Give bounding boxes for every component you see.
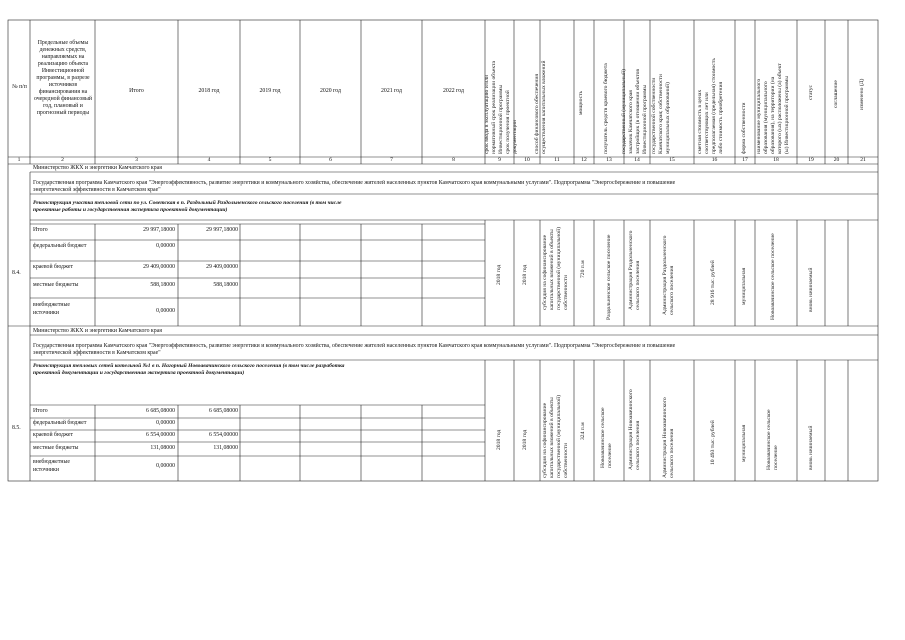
capacity-value: 324 п.м [580,422,586,440]
total-value: 0,00000 [156,308,175,314]
header-line: год, плановый и [43,103,83,109]
estimate-value: 28 916 тыс. рублей [710,260,716,305]
header-col-estimate [697,58,725,154]
program-title-cont: энергетической эффективности в Камчатском крае" [33,350,161,356]
header-line: наименование муниципального [756,78,762,154]
header-line: заказчик Камчатского края [628,90,634,154]
funding-method-value [542,395,570,478]
design-deadline-value: 2018 год [522,264,528,285]
col-num: 7 [390,157,393,163]
total-value: 131,08000 [150,445,175,451]
col-num: 6 [329,157,332,163]
header-line: Инвестиционной программы [498,84,504,154]
program-title: Государственная программа Камчатского края "Энергоэффективность, развитие энергетики и коммунального хозяйства, обеспечение жителей населенных пунктов Камчатского края коммунальными услугами". Подпрограмма "Энергосбережение и повышение [33,180,676,186]
header-col-funding [31,40,95,117]
header-line: прогнозный периоды [36,110,90,116]
program-title: Государственная программа Камчатского края "Энергоэффективность, развитие энергетики и коммунального хозяйства, обеспечение жителей населенных пунктов Камчатского края коммунальными услугами". Подпрограмма "Энергосбережение и повышение [33,343,676,349]
design-deadline-value: 2018 год [522,429,528,450]
col-num: 17 [742,157,748,163]
header-col-municipality [756,63,791,154]
header-col-2020: 2020 год [320,88,341,94]
header-line: нормативный срок реализации объекта [491,60,497,154]
cell-line: сельского поселения [669,428,675,478]
cell-line: собственности [563,275,569,310]
header-col-agreement: соглашение [833,80,839,108]
col-num: 1 [17,157,21,163]
customer-value [628,389,642,470]
col-num: 11 [554,157,560,163]
cell-line: Новоавачинское сельское [766,409,772,470]
source-label: внебюджетные [33,459,70,465]
y2018-value: 588,18000 [213,282,238,288]
col-num: 15 [669,157,675,163]
cell-line: субсидия на софинансирование [542,402,548,478]
header-line: Предельные объемы [37,40,89,46]
total-value: 588,18000 [150,282,175,288]
recipient-value: Раздольненское сельское поселение [606,234,612,320]
capacity-value: 720 п.м [580,260,586,278]
cell-line: поселение [773,445,779,470]
source-label: местные бюджеты [33,282,79,288]
y2018-value: 6 554,00000 [209,432,238,438]
col-num: 10 [524,157,530,163]
header-col-2019: 2019 год [259,88,281,94]
header-col-capacity: мощность [578,90,584,115]
recipient-value [600,407,614,468]
object-title: Реконструкция тепловых сетей котельной №1 в п. Нагорный Новоавачинского сельского поселения (в том числе разработка [33,363,345,369]
source-label: Итого [33,227,48,233]
funding-method-value [542,227,570,310]
header-line: либо стоимость приобретения [718,81,724,154]
header-line: Инвестиционной программы [642,84,648,154]
total-value: 0,00000 [156,243,175,249]
header-line: образования (муниципального [763,81,769,154]
cell-line: Администрация Раздольненского [628,230,634,310]
header-line: образования), на территории (на [770,76,776,154]
header-col-number: № п/п [12,84,27,90]
ownership-value: муниципальная [741,424,747,462]
total-value: 0,00000 [156,463,175,469]
status-value: вновь начинаемый [808,425,814,470]
object-title: Реконструкция участка тепловой сети по ул. Советская в п. Раздольный Раздольненского сельского поселения (в том числе [33,200,342,206]
header-col-2018: 2018 год [198,88,220,94]
col-num: 2 [61,157,64,163]
y2018-value: 6 685,08000 [209,408,238,414]
col-num: 8 [452,157,455,163]
header-col-customer [621,69,649,154]
cell-line: поселение [607,443,613,468]
cell-line: Администрация Раздольненского [662,235,668,315]
header-line: соответствующих лет или [704,92,710,154]
cell-line: капитальных вложений в объекты [549,397,555,478]
header-line: программы, в разрезе [36,75,90,81]
object-title-cont: проектные работы и государственная экспертиза проектной документации) [33,207,228,213]
y2018-value: 29 997,18000 [206,227,238,233]
source-label: краевой бюджет [33,432,73,438]
source-label: источники [33,310,59,316]
col-num: 12 [581,157,587,163]
header-col-2022: 2022 год [443,88,464,94]
source-label: внебюджетные [33,302,70,308]
col-num: 20 [833,157,840,163]
cell-line: капитальных вложений в объекты [549,229,555,310]
developer-value [662,397,676,478]
header-line: Камчатского края; собственности [658,74,664,154]
y2018-value: 29 409,00000 [206,264,238,270]
cell-line: сельского поселения [669,265,675,315]
source-label: Итого [33,408,48,414]
col-num: 16 [711,157,718,163]
col-num: 5 [268,157,272,163]
cell-line: государственной (муниципальной) [556,227,562,310]
header-line: источников [48,82,78,88]
header-line: реализацию объекта [37,61,89,67]
deadline-value: 2018 год [496,429,502,450]
y2018-value: 131,08000 [213,445,238,451]
header-line: муниципальных образований) [665,82,671,154]
header-line: направляемых на [41,54,85,60]
col-num: 18 [773,157,779,163]
source-label: источники [33,467,59,473]
cell-line: Администрация Новоавачинского [662,397,668,478]
col-num: 21 [860,157,866,163]
customer-value [628,231,642,310]
estimate-value: 10 493 тыс. рублей [710,420,716,465]
cell-line: Новоавачинское сельское [600,407,606,468]
cell-line: сельского поселения [635,420,641,470]
total-value: 29 997,18000 [143,227,175,233]
source-label: федеральный бюджет [33,243,87,249]
header-line: государственной собственности [651,77,657,154]
cell-line: государственной (муниципальной) [556,395,562,478]
municipality-value: Новоавачинское сельское поселение [770,233,776,320]
header-line: Инвестиционной [41,68,85,74]
header-line: государственный (муниципальный) [621,69,627,154]
cell-line: субсидия на софинансирование [542,234,548,310]
header-line: срок ввода в эксплуатацию и/или [484,74,490,154]
col-num: 4 [207,157,211,163]
header-col-ownership-scope [651,74,672,154]
total-value: 6 685,08000 [146,408,175,414]
header-line: очередной финансовый [34,96,92,102]
header-line: денежных средств, [39,47,87,53]
cell-line: собственности [563,443,569,478]
deadline-value: 2018 год [496,264,502,285]
developer-value [662,236,676,315]
header-line: застройщик (в отношении объектов [635,68,641,154]
header-line: осуществления капитальных вложений [541,60,547,154]
cell-line: сельского поселения [635,260,641,310]
header-col-ownership-form: форма собственности [741,102,747,154]
ministry-label: Министерство ЖКХ и энергетики Камчатского края [33,328,162,334]
status-value: вновь начинаемый [808,267,814,312]
header-col-changed: изменено (Д) [859,78,865,110]
col-num: 9 [498,157,501,163]
header-line: (ы) Инвестиционной программы [784,75,790,154]
header-line: документации [512,120,518,154]
header-line: сметная стоимость в ценах [697,89,703,154]
header-line: способ финансового обеспечения [534,74,540,154]
col-num: 13 [606,157,612,163]
col-num: 3 [135,157,138,163]
source-label: местные бюджеты [33,445,79,451]
program-title-cont: энергетической эффективности в Камчатском крае" [33,187,161,193]
col-num: 19 [808,157,814,163]
ownership-value: муниципальная [741,267,747,305]
row-number: 8.5. [12,425,21,431]
header-col-status: статус [808,85,814,100]
municipality-value [766,409,780,470]
header-line: срок получения проектной [505,90,511,154]
ministry-label: Министерство ЖКХ и энергетики Камчатского края [33,165,162,171]
header-col-2021: 2021 год [381,88,402,94]
header-col-total: Итого [129,88,144,94]
header-col-deadline [484,61,519,154]
total-value: 6 554,00000 [146,432,175,438]
cell-line: Администрация Новоавачинского [628,389,634,470]
source-label: краевой бюджет [33,264,73,270]
total-value: 29 409,00000 [143,264,175,270]
total-value: 0,00000 [156,420,175,426]
col-num: 14 [634,157,640,163]
row-number: 8.4. [12,270,21,276]
header-line: финансирования на [38,89,88,95]
header-col-method [534,61,548,154]
header-col-recipient: получатель средств краевого бюджета [603,63,609,154]
header-line: которого (ых) расположены (а) объект [777,63,783,154]
source-label: федеральный бюджет [33,420,87,426]
header-line: предполагаемая (предельная) стоимость [711,58,717,154]
object-title-cont: проектной документации и государственная экспертиза проектной документации) [33,370,245,376]
